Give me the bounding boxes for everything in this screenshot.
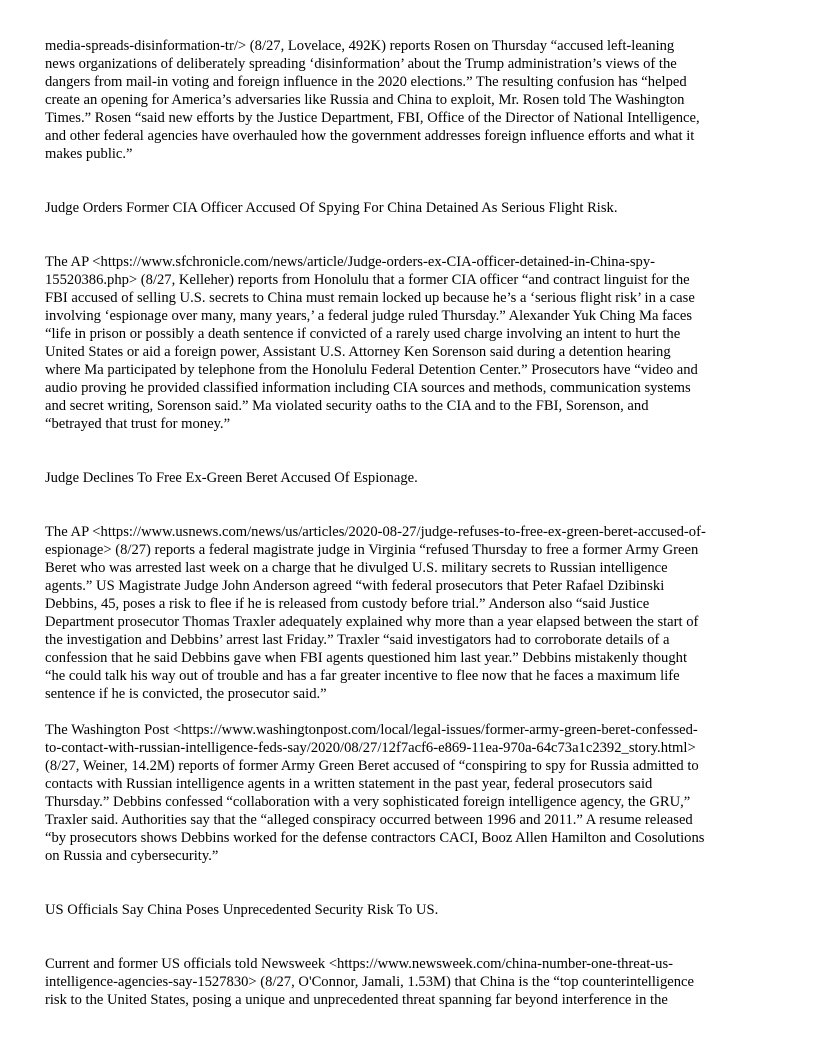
paragraph-green-beret-wapo: The Washington Post <https://www.washingtonpost.com/local/legal-issues/former-army-green-beret-confessed- to-contact-with-russian-intelligence-feds-say/2020/08/27/12f7acf6-e869-11ea-970a-64c73a1c2392_story.html> (8/27, Weiner, 14.2M) reports of former Army Green Beret accused of “conspiring to spy for Russia admitted to contacts with Russian intelligence agents in a written statement in the past year, federal prosecutors said Thursday.” Debbins confessed “collaboration with a very sophisticated foreign intelligence agency, the GRU,” Traxler said. Authorities say that the “alleged conspiracy occurred between 1996 and 2011.” A resume released “by prosecutors shows Debbins worked for the defense contractors CACI, Booz Allen Hamilton and Cosolutions on Russia and cybersecurity.” — [45, 722, 705, 864]
paragraph-spacer — [45, 703, 773, 721]
paragraph-spacer — [45, 487, 773, 523]
paragraph-spacer — [45, 217, 773, 253]
paragraph-spacer — [45, 433, 773, 469]
headline-china-risk: US Officials Say China Poses Unprecedented Security Risk To US. — [45, 902, 439, 918]
headline-green-beret: Judge Declines To Free Ex-Green Beret Accused Of Espionage. — [45, 470, 418, 486]
headline-cia-officer: Judge Orders Former CIA Officer Accused Of Spying For China Detained As Serious Flight Risk. — [45, 200, 618, 216]
paragraph-spacer — [45, 865, 773, 901]
paragraph-spacer — [45, 163, 773, 199]
paragraph-green-beret-ap: The AP <https://www.usnews.com/news/us/articles/2020-08-27/judge-refuses-to-free-ex-green-beret-accused-of- espionage> (8/27) reports a federal magistrate judge in Virginia “refused Thursday to free a former Army Green Beret who was arrested last week on a charge that he divulged U.S. military secrets to Russian intelligence agents.” US Magistrate Judge John Anderson agreed “with federal prosecutors that Peter Rafael Dzibinski Debbins, 45, poses a risk to flee if he is released from custody before trial.” Anderson also “said Justice Department prosecutor Thomas Traxler adequately explained why more than a year elapsed between the start of the investigation and Debbins’ arrest last Friday.” Traxler “said investigators had to corroborate details of a confession that he said Debbins gave when FBI agents questioned him last year.” Debbins mistakenly thought “he could talk his way out of trouble and has a far greater incentive to flee now that he faces a maximum life sentence if he is convicted, the prosecutor said.” — [45, 524, 706, 702]
paragraph-rosen-disinformation: media-spreads-disinformation-tr/> (8/27, Lovelace, 492K) reports Rosen on Thursday “accused left-leaning news organizations of deliberately spreading ‘disinformation’ about the Trump administration’s views of the dangers from mail-in voting and foreign influence in the 2020 elections.” The resulting confusion has “helped create an opening for America’s adversaries like Russia and China to exploit, Mr. Rosen told The Washington Times.” Rosen “said new efforts by the Justice Department, FBI, Office of the Director of National Intelligence, and other federal agencies have overhauled how the government addresses foreign influence efforts and what it makes public.” — [45, 38, 700, 162]
paragraph-spacer — [45, 919, 773, 955]
paragraph-china-risk-story: Current and former US officials told Newsweek <https://www.newsweek.com/china-number-one-threat-us- intelligence-agencies-say-1527830> (8/27, O'Connor, Jamali, 1.53M) that China is the “top counterintelligence risk to the United States, posing a unique and unprecedented threat spanning far beyond interference in the — [45, 956, 694, 1008]
paragraph-cia-officer-story: The AP <https://www.sfchronicle.com/news/article/Judge-orders-ex-CIA-officer-detained-in-China-spy- 15520386.php> (8/27, Kelleher) reports from Honolulu that a former CIA officer “and contract linguist for the FBI accused of selling U.S. secrets to China must remain locked up because he’s a ‘serious flight risk’ in a case involving ‘espionage over many, many years,’ a federal judge ruled Thursday.” Alexander Yuk Ching Ma faces “life in prison or possibly a death sentence if convicted of a rarely used charge involving an intent to hurt the United States or aid a foreign power, Assistant U.S. Attorney Ken Sorenson said during a detention hearing where Ma participated by telephone from the Honolulu Federal Detention Center.” Prosecutors have “video and audio proving he provided classified information including CIA sources and methods, communication systems and secret writing, Sorenson said.” Ma violated security oaths to the CIA and to the FBI, Sorenson, and “betrayed that trust for money.” — [45, 254, 698, 432]
document-page — [45, 37, 773, 1009]
